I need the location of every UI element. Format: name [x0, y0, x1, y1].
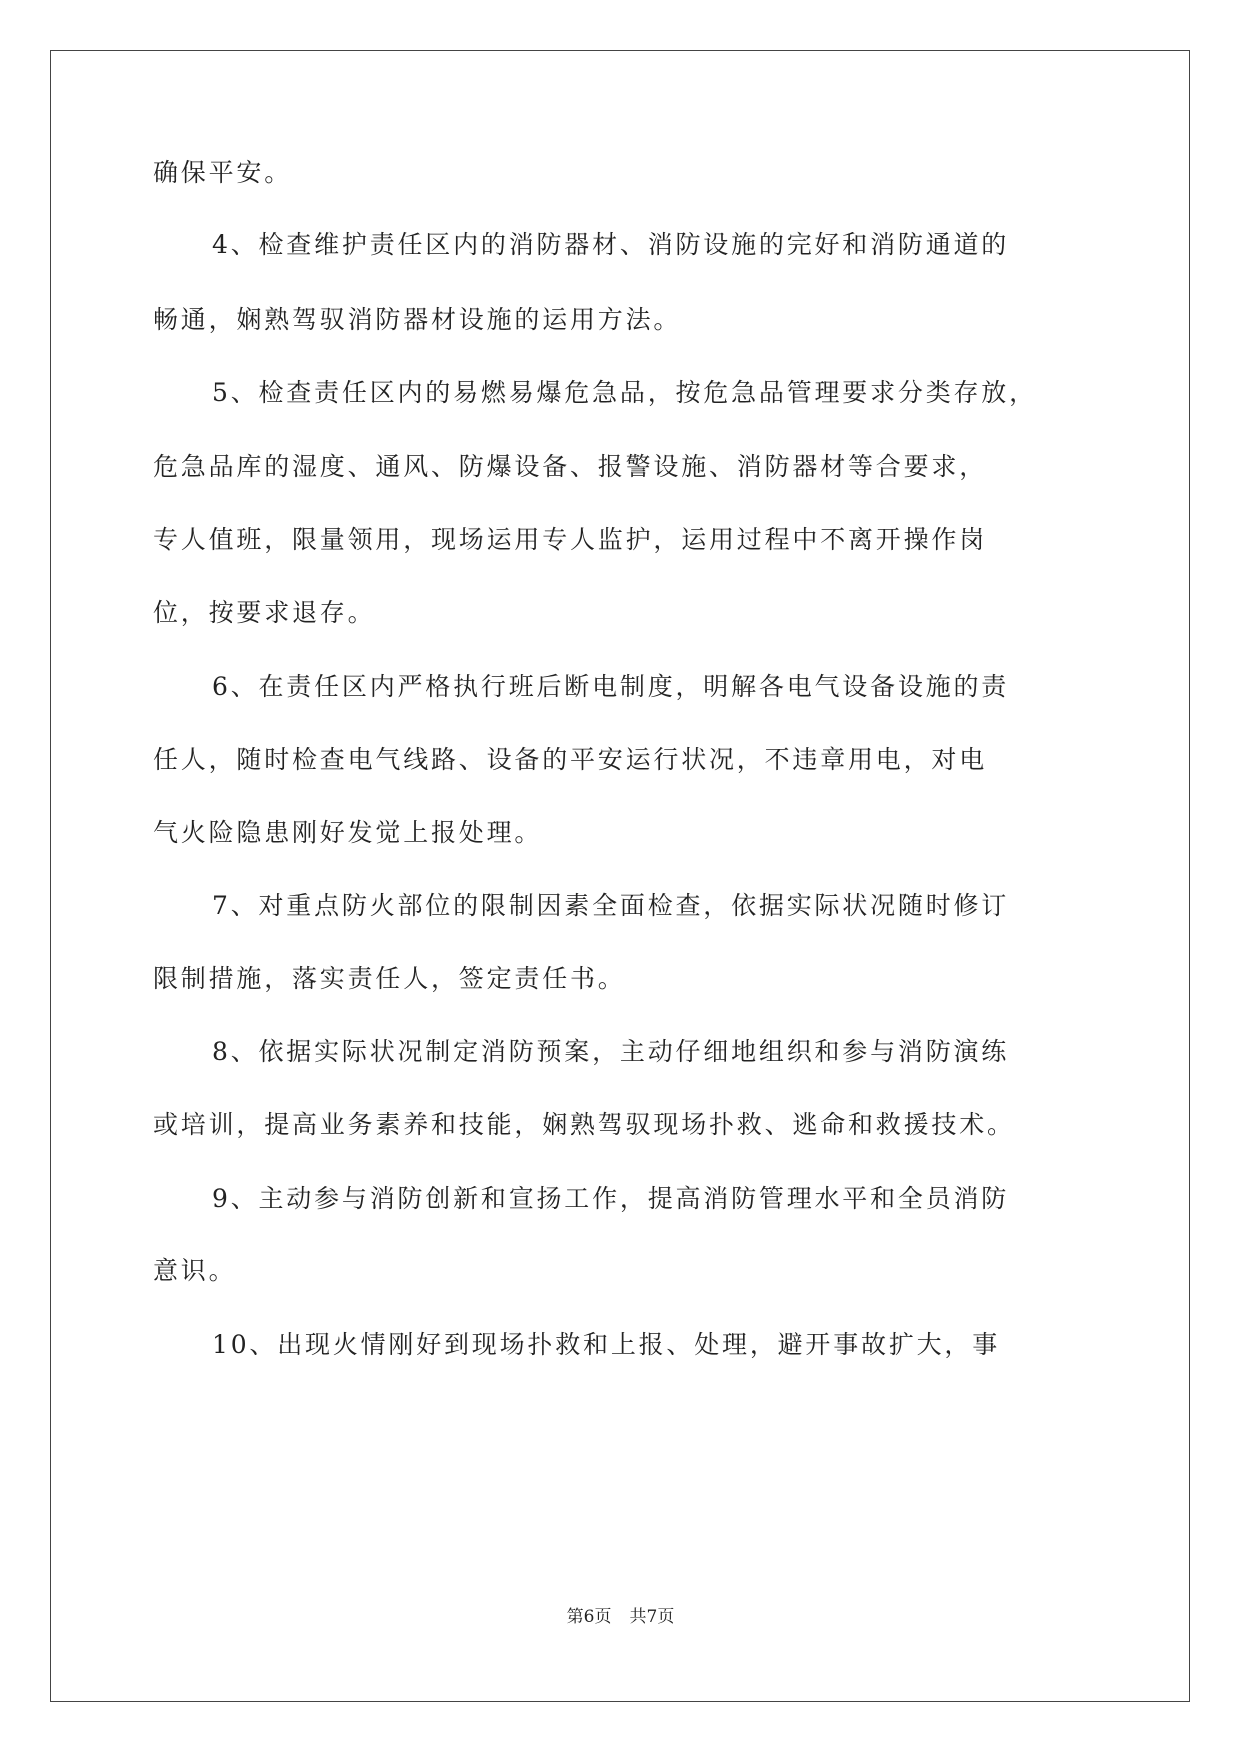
- text-line-16: 意识。: [153, 1256, 237, 1285]
- text-line-2: 4、检查维护责任区内的消防器材、消防设施的完好和消防通道的: [212, 230, 1010, 259]
- page-number: 第6页: [566, 1607, 612, 1627]
- text-line-10: 气火险隐患刚好发觉上报处理。: [153, 818, 543, 847]
- text-line-11: 7、对重点防火部位的限制因素全面检查，依据实际状况随时修订: [212, 891, 1010, 920]
- text-line-7: 位，按要求退存。: [153, 598, 376, 627]
- text-line-5: 危急品库的湿度、通风、防爆设备、报警设施、消防器材等合要求，: [153, 452, 988, 481]
- page-footer: [0, 1607, 1241, 1627]
- text-line-17: 10、出现火情刚好到现场扑救和上报、处理，避开事故扩大，事: [212, 1330, 1001, 1359]
- text-line-15: 9、主动参与消防创新和宣扬工作，提高消防管理水平和全员消防: [212, 1184, 1010, 1213]
- text-line-8: 6、在责任区内严格执行班后断电制度，明解各电气设备设施的责: [212, 672, 1010, 701]
- text-line-4: 5、检查责任区内的易燃易爆危急品，按危急品管理要求分类存放，: [212, 378, 1037, 407]
- text-line-13: 8、依据实际状况制定消防预案，主动仔细地组织和参与消防演练: [212, 1037, 1010, 1066]
- text-line-6: 专人值班，限量领用，现场运用专人监护，运用过程中不离开操作岗: [153, 525, 988, 554]
- text-line-1: 确保平安。: [153, 158, 293, 187]
- page-border: [50, 50, 1190, 1702]
- text-line-14: 或培训，提高业务素养和技能，娴熟驾驭现场扑救、逃命和救援技术。: [153, 1110, 1015, 1139]
- text-line-9: 任人，随时检查电气线路、设备的平安运行状况，不违章用电，对电: [153, 745, 988, 774]
- text-line-12: 限制措施，落实责任人，签定责任书。: [153, 964, 626, 993]
- page-total: 共7页: [629, 1607, 675, 1627]
- text-line-3: 畅通，娴熟驾驭消防器材设施的运用方法。: [153, 305, 682, 334]
